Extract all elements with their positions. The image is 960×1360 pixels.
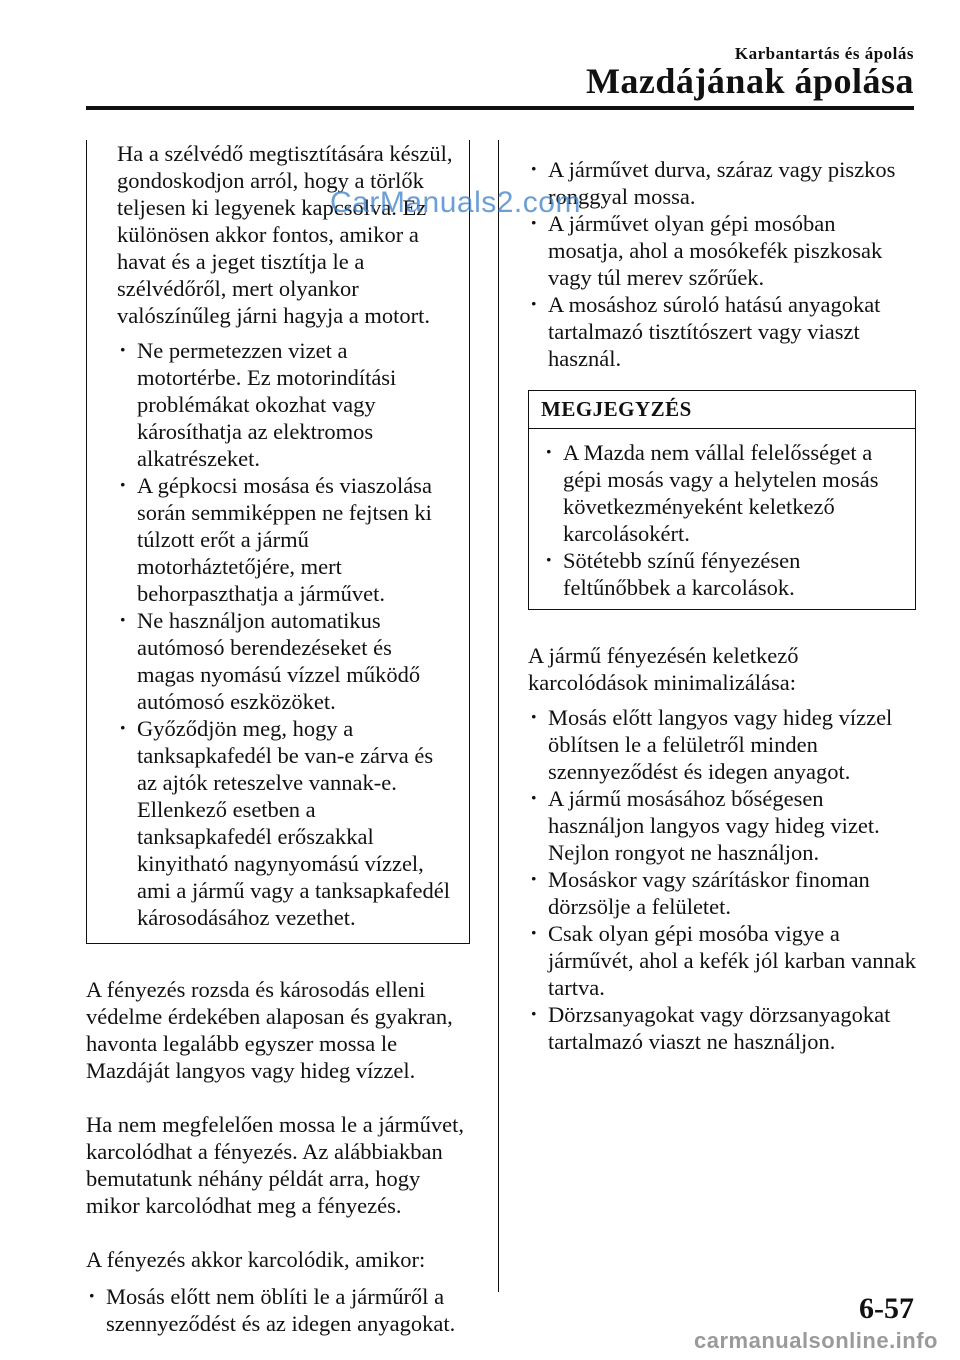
note-bullet-list — [529, 429, 915, 609]
paragraph-protection: A fényezés rozsda és károsodás elleni védelme érdekében alaposan és gyakran, havonta legalább egyszer mossa le Mazdáját langyos vagy hideg vízzel. — [86, 977, 453, 1083]
note-heading: MEGJEGYZÉS — [529, 391, 915, 429]
list-item: · Ne permetezzen vizet a motortérbe. Ez motorindítási problémákat okozhat vagy károsíthatja az elektromos alkatrészeket. — [117, 337, 453, 472]
left-column — [86, 141, 470, 1337]
page-number: 6-57 — [859, 1292, 914, 1325]
page-title: Mazdájának ápolása — [585, 61, 914, 101]
watermark-top: CarManuals2.com — [330, 186, 581, 219]
warning-intro-text: Ha a szélvédő megtisztítására készül, gondoskodjon arról, hogy a törlők teljesen ki legyenek kapcsolva. Ez különösen akkor fontos, amikor a havat és a jeget tisztítja le a szélvédőről, mert olyankor valószínűleg járni hagyja a motort. — [117, 141, 453, 328]
column-divider — [498, 140, 499, 1292]
list-item: · A gépkocsi mosása és viaszolása során semmiképpen ne fejtsen ki túlzott erőt a jármű motorháztetőjére, mert behorpaszthatja a járművet. — [117, 472, 453, 607]
list-item: · A mosáshoz súroló hatású anyagokat tartalmazó tisztítószert vagy viaszt használ. — [528, 291, 916, 372]
paragraph-scratch-intro: A fényezés akkor karcolódik, amikor: — [86, 1247, 426, 1272]
watermark-bottom: carmanualsonline.info — [694, 1328, 938, 1353]
list-item: · Mosás előtt nem öblíti le a járműről a szennyeződést és az idegen anyagokat. — [86, 1283, 470, 1337]
list-item: · Mosás előtt langyos vagy hideg vízzel öblítsen le a felületről minden szennyeződést és idegen anyagot. — [528, 704, 916, 785]
warning-box-continuation — [86, 140, 470, 944]
list-item: · A járművet olyan gépi mosóban mosatja, ahol a mosókefék piszkosak vagy túl merev szőrűek. — [528, 210, 916, 291]
list-item: · Győződjön meg, hogy a tanksapkafedél be van-e zárva és az ajtók reteszelve vannak-e. Ellenkező esetben a tanksapkafedél erőszakkal kinyitható nagynyomású vízzel, ami a jármű vagy a tanksapkafedél károsodásához vezethet. — [117, 715, 453, 931]
list-item: · Dörzsanyagokat vagy dörzsanyagokat tartalmazó viaszt ne használjon. — [528, 1001, 916, 1055]
header-rule — [86, 106, 914, 110]
list-item: · Sötétebb színű fényezésen feltűnőbbek a karcolások. — [543, 547, 903, 601]
list-item: · Mosáskor vagy szárításkor finoman dörzsölje a felületet. — [528, 866, 916, 920]
list-item: · A jármű mosásához bőségesen használjon langyos vagy hideg vizet. Nejlon rongyot ne használjon. — [528, 785, 916, 866]
list-item: · A Mazda nem vállal felelősséget a gépi mosás vagy a helytelen mosás következményeként keletkező karcolásokért. — [543, 439, 903, 547]
paragraph-minimize-intro: A jármű fényezésén keletkező karcolódások minimalizálása: — [528, 643, 799, 695]
list-item: · Ne használjon automatikus autómosó berendezéseket és magas nyomású vízzel működő autómosó eszközöket. — [117, 607, 453, 715]
warning-bullet-list — [117, 337, 453, 931]
scratch-causes-list-continued — [528, 156, 916, 372]
list-item: · Csak olyan gépi mosóba vigye a járművét, ahol a kefék jól karban vannak tartva. — [528, 920, 916, 1001]
note-box — [528, 390, 916, 610]
scratch-causes-list — [86, 1283, 470, 1337]
section-header: Karbantartás és ápolás — [734, 44, 914, 63]
right-column — [528, 156, 916, 1055]
paragraph-improper-wash: Ha nem megfelelően mossa le a járművet, karcolódhat a fényezés. Az alábbiakban bemutatunk néhány példát arra, hogy mikor karcolódhat meg a fényezés. — [86, 1112, 464, 1218]
minimize-tips-list — [528, 704, 916, 1055]
list-item: · A járművet durva, száraz vagy piszkos ronggyal mossa. — [528, 156, 916, 210]
